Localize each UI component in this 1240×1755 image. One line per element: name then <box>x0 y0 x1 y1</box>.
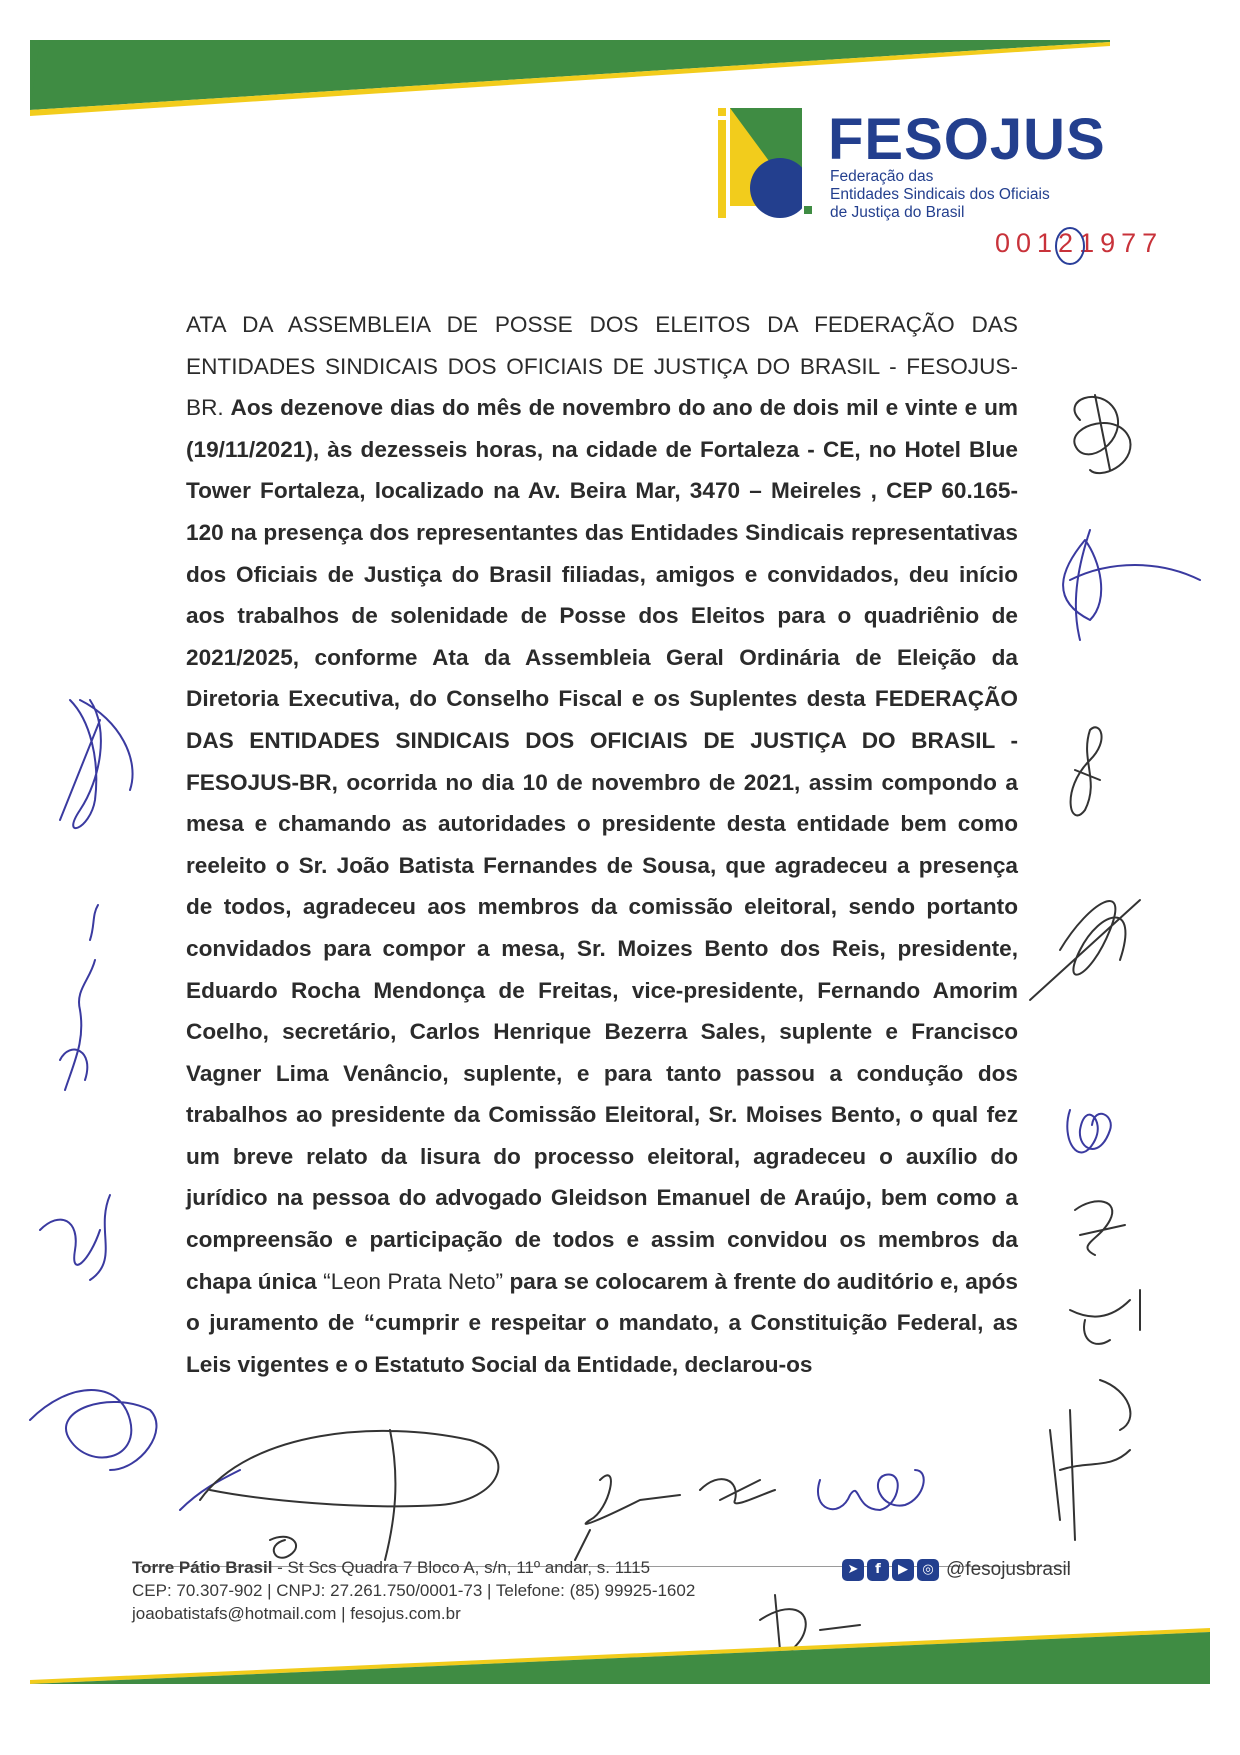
logo-name: FESOJUS <box>828 107 1106 172</box>
stamp-circle-mark <box>1052 226 1088 270</box>
document-body <box>186 304 1018 1385</box>
signature-bottom-2 <box>575 1475 680 1560</box>
signature-right-6 <box>1075 1201 1125 1255</box>
signature-left-3 <box>40 1195 110 1280</box>
body-segment-closing: para se colocarem à frente do auditório e, após o juramento de “cumprir e respeitar o mandato, a Constituição Federal, as Leis vigentes e o Estatuto Social da Entidade, declarou-os <box>186 1268 1018 1377</box>
signature-right-3 <box>1071 727 1102 815</box>
signature-bottom-3 <box>700 1479 775 1503</box>
logo-subtitle-line: de Justiça do Brasil <box>830 204 965 221</box>
signature-left-2 <box>60 905 98 1090</box>
logo-subtitle-line: Entidades Sindicais dos Oficiais <box>830 186 1050 203</box>
social-links <box>842 1559 1071 1583</box>
social-handle: @fesojusbrasil <box>946 1559 1071 1580</box>
signature-bottom-1 <box>200 1430 498 1560</box>
footer-address <box>132 1556 695 1579</box>
signature-right-2 <box>1063 530 1200 640</box>
logo-mark-icon <box>718 108 813 218</box>
youtube-icon: ▶ <box>892 1559 914 1581</box>
body-segment-main: Aos dezenove dias do mês de novembro do ano de dois mil e vinte e um (19/11/2021), às dezesseis horas, na cidade de Fortaleza - CE, no Hotel Blue Tower Fortaleza, localizado na Av. Beira Mar, 3470 – Meireles , CEP 60.165-120 na presença dos representantes das Entidades Sindicais representativas dos Oficiais de Justiça do Brasil filiadas, amigos e convidados, deu início aos trabalhos de solenidade de Posse dos Eleitos para o quadriênio de 2021/2025, conforme Ata da Assembleia Geral Ordinária de Eleição da Diretoria Executiva, do Conselho Fiscal e os Suplentes desta FEDERAÇÃO DAS ENTIDADES SINDICAIS DOS OFICIAIS DE JUSTIÇA DO BRASIL - FESOJUS-BR, ocorrida no dia 10 de novembro de 2021, assim compondo a mesa e chamando as autoridades o presidente desta entidade bem como reeleito o Sr. João Batista Fernandes de Sousa, que agradeceu a presença de todos, agradeceu aos membros da comissão eleitoral, sendo portanto convidados para compor a mesa, Sr. Moizes Bento dos Reis, presidente, Eduardo Rocha Mendonça de Freitas, vice-presidente, Fernando Amorim Coelho, secretário, Carlos Henrique Bezerra Sales, suplente e Francisco Vagner Lima Venâncio, suplente, e para tanto passou a condução dos trabalhos ao presidente da Comissão Eleitoral, Sr. Moises Bento, o qual fez um breve relato da lisura do processo eleitoral, agradeceu o auxílio do jurídico na pessoa do advogado Gleidson Emanuel de Araújo, bem como a compreensão e participação de todos e assim convidou os membros da chapa única <box>186 395 1018 1294</box>
logo-subtitle <box>830 168 1130 222</box>
signature-left-1 <box>60 700 133 828</box>
footer-email-site: joaobatistafs@hotmail.com | fesojus.com.br <box>132 1604 461 1623</box>
signature-right-7 <box>1070 1290 1140 1344</box>
footer-address-rest: - St Scs Quadra 7 Bloco A, s/n, 11º andar, s. 1115 <box>272 1558 651 1577</box>
body-segment-title: ATA DA ASSEMBLEIA DE POSSE DOS ELEITOS DA FEDERAÇÃO DAS ENTIDADES SINDICAIS DOS OFICIAIS DE JUSTIÇA DO BRASIL - FESOJUS-BR. <box>186 312 1018 421</box>
footer-contact-line: CEP: 70.307-902 | CNPJ: 27.261.750/0001-73 | Telefone: (85) 99925-1602 <box>132 1581 696 1600</box>
signature-bottom-6 <box>270 1537 296 1558</box>
facebook-icon: f <box>867 1559 889 1581</box>
stamp-number: 00121977 <box>995 228 1164 258</box>
signature-right-8 <box>1050 1380 1130 1540</box>
signature-left-4 <box>30 1390 240 1510</box>
body-segment-slate-name: “Leon Prata Neto” <box>323 1268 504 1294</box>
signature-right-4 <box>1030 900 1140 1000</box>
fesojus-logo <box>718 107 1108 221</box>
signature-right-5 <box>1067 1110 1110 1152</box>
signature-bottom-4 <box>818 1470 924 1510</box>
logo-subtitle-line: Federação das <box>830 168 934 185</box>
signature-right-1 <box>1074 395 1130 473</box>
bottom-decorative-band <box>0 1600 1240 1720</box>
instagram-icon: ◎ <box>917 1559 939 1581</box>
telegram-icon: ➤ <box>842 1559 864 1581</box>
footer-address-lead: Torre Pátio Brasil <box>132 1558 273 1577</box>
top-green-stripe <box>30 40 1110 110</box>
